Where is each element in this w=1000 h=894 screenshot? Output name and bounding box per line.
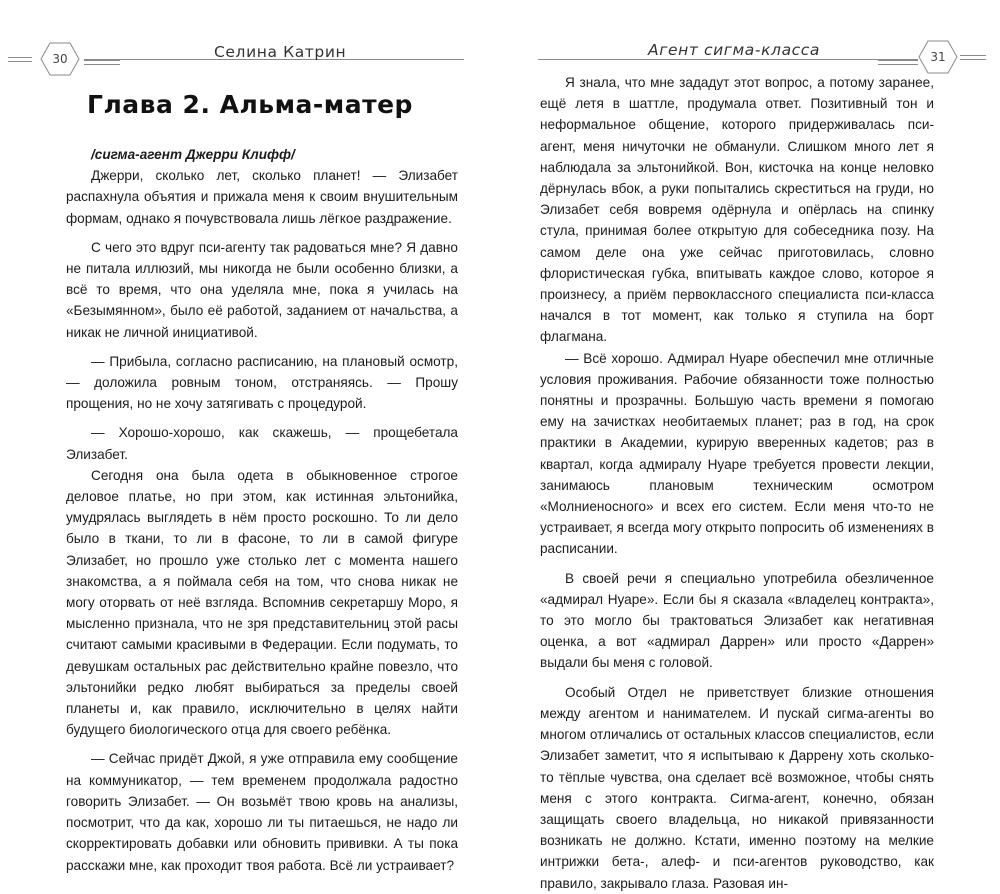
paragraph: В своей речи я специально употребила обезличенное «адмирал Нуаре». Если бы я сказала «владелец контракта», то это могло бы трактоваться Элизабет как негативная оценка, а вот «адмирал Даррен» или просто «Даррен» выдали бы меня с головой. [540, 570, 934, 671]
running-header-title: Агент сигма-класса [648, 41, 821, 59]
page-number-badge [918, 40, 958, 74]
left-page [0, 0, 500, 873]
paragraph: — Всё хорошо. Адмирал Нуаре обеспечил мне отличные условия проживания. Рабочие обязанности тоже полностью понятны и прозрачны. Большую часть времени я помогаю ему на зачистках необитаемых планет; раз в год, на срок практики в Академии, курирую вверенных кадетов; раз в квартал, когда адмиралу Нуаре требуется провести лекции, занимаюсь плановым техническим осмотром «Молниеносного» и всех его систем. Если меня что-то не устраивает, я всегда могу открыто попросить об изменениях в расписании. [540, 350, 934, 557]
header-rule-ornament-left [8, 57, 32, 62]
paragraph: С чего это вдруг пси-агенту так радоваться мне? Я давно не питала иллюзий, мы никогда не были особенно близки, а всё то время, что она уделяла мне, пока я училась на «Безымянном», было её работой, заданием от начальства, а никак не личной инициативой. [66, 239, 458, 340]
right-page-body [540, 72, 934, 894]
page-number-badge [40, 42, 80, 76]
header-rule-ornament [84, 60, 120, 65]
paragraph: — Прибыла, согласно расписанию, на плановый осмотр, — доложила ровным тоном, отстраняясь. — Прошу прощения, но не хочу затягивать с процедурой. [66, 353, 458, 412]
header-rule-ornament [878, 60, 918, 65]
right-page [500, 0, 1000, 891]
paragraph: Сегодня она была одета в обыкновенное строгое деловое платье, но при этом, как истинная эльтонийка, умудрялась выглядеть в нём просто роскошно. То ли дело было в ткани, то ли в фасоне, то ли в самой фигуре Элизабет, но прошло уже столько лет с момента нашего знакомства, а я поймала себя на том, что снова никак не могу оторвать от неё взгляда. Вспомнив секретаршу Моро, я мысленно признала, что не зря представительниц этой расы считают самыми красивыми в Федерации. Если подумать, то девушкам остальных рас действительно крайне повезло, что эльтонийки редко любят выбираться за пределы своей планеты и, как правило, исключительно в целях найти будущего биологического отца для своего ребёнка. [66, 467, 458, 738]
header-rule [538, 59, 918, 60]
paragraph: Особый Отдел не приветствует близкие отношения между агентом и нанимателем. И пускай сигма-агенты во многом отличались от остальных классов специалистов, если Элизабет заметит, что я испытываю к Даррену хоть сколько-то тёплые чувства, она сделает всё возможное, чтобы снять меня с этого контракта. Сигма-агент, конечно, обязан защищать своего владельца, но никакой привязанности возникать не должно. Кстати, именно поэтому на мелкие интрижки бета-, алеф- и пси-агентов руководство, как правило, закрывало глаза. Разовая ин- [540, 684, 934, 891]
pov-label: /сигма-агент Джерри Клифф/ [91, 147, 295, 162]
page-number: 30 [52, 52, 68, 66]
left-page-body [66, 144, 458, 876]
paragraph: Джерри, сколько лет, сколько планет! — Элизабет распахнула объятия и прижала меня к своим внушительным формам, однако я почувствовала лишь лёгкое раздражение. [66, 168, 458, 226]
chapter-title: Глава 2. Альма-матер [87, 90, 413, 119]
paragraph: — Хорошо-хорошо, как скажешь, — прощебетала Элизабет. [66, 425, 458, 462]
header-rule-ornament-right [960, 55, 986, 60]
paragraph: Я знала, что мне зададут этот вопрос, а потому заранее, ещё летя в шаттле, продумала ответ. Позитивный тон и неформальное общение, которого придерживалась пси-агент, меня ничуточки не обманули. Слишком много лет я наблюдала за эльтонийкой. Вон, кисточка на конце неловко дёрнулась вбок, а руки попытались скреститься на груди, но Элизабет себя вовремя одёрнула и опёрлась на спинку стула, принимая более открытую для собеседника позу. На самом деле она уже сейчас приготовилась, словно флористическая губка, впитывать каждое слово, которое я произнесу, а приём первоклассного специалиста пси-класса начался в тот момент, как только я ступила на борт флагмана. [540, 75, 934, 345]
paragraph: — Сейчас придёт Джой, я уже отправила ему сообщение на коммуникатор, — тем временем продолжала радостно говорить Элизабет. — Он возьмёт твою кровь на анализы, посмотрит, что да как, хорошо ли ты питаешься, не надо ли скорректировать добавки или обновить прививки. А ты пока расскажи мне, как проходит твоя работа. Всё ли устраивает? [66, 751, 458, 873]
page-number: 31 [930, 50, 946, 64]
running-header-author: Селина Катрин [214, 43, 347, 61]
